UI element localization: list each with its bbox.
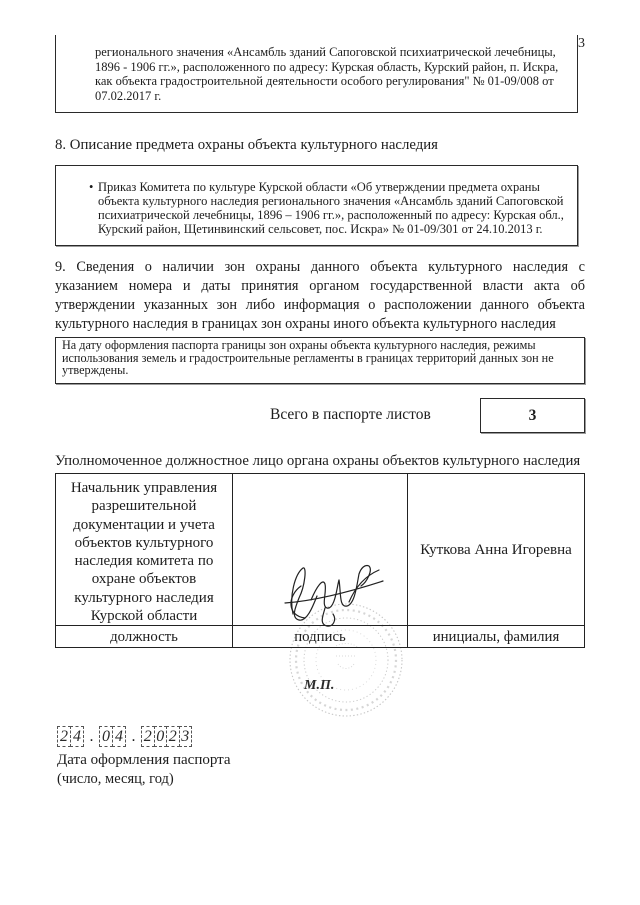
name-column-label: инициалы, фамилия bbox=[408, 626, 585, 648]
page-number: 3 bbox=[578, 36, 585, 51]
text-line: объекта культурного наследия регионального значения «Ансамбль зданий Сапоговской bbox=[98, 194, 564, 208]
date-digit-box: 3 bbox=[179, 726, 193, 747]
position-line: объектов культурного bbox=[74, 534, 214, 551]
position-line: охране объектов bbox=[91, 571, 197, 588]
total-sheets-label: Всего в паспорте листов bbox=[270, 406, 431, 423]
position-line: документации и учета bbox=[73, 516, 215, 533]
section-9-content-box bbox=[55, 337, 585, 384]
text-line: использования земель и градостроительные регламенты в границах территорий данных зон не bbox=[62, 350, 554, 365]
date-digit-box: 2 bbox=[166, 726, 180, 747]
date-digit-box: 0 bbox=[154, 726, 168, 747]
heading-line: культурного наследия в границах зон охраны иного объекта культурного наследия bbox=[55, 316, 556, 332]
date-separator: . bbox=[131, 728, 136, 745]
handwritten-signature bbox=[281, 556, 389, 630]
full-name-cell bbox=[408, 474, 585, 626]
text-line: Приказ Комитета по культуре Курской области «Об утверждении предмета охраны bbox=[98, 180, 540, 194]
position-line: разрешительной bbox=[91, 498, 197, 515]
date-day-group bbox=[57, 726, 84, 747]
passport-date-label: Дата оформления паспорта bbox=[57, 752, 231, 768]
date-digit-box: 2 bbox=[57, 726, 71, 747]
section-8-content-box bbox=[55, 165, 578, 246]
official-full-name: Куткова Анна Игоревна bbox=[420, 541, 572, 558]
section-9-heading bbox=[55, 258, 585, 334]
text-line: На дату оформления паспорта границы зон охраны объекта культурного наследия, режимы bbox=[62, 338, 536, 352]
date-year-group bbox=[141, 726, 192, 747]
text-line: утверждены. bbox=[62, 363, 129, 378]
heading-line: 9. Сведения о наличии зон охраны данного объекта культурного наследия с bbox=[55, 259, 585, 275]
position-line: наследия комитета по bbox=[74, 553, 214, 570]
text-line: психиатрической лечебницы, 1896 – 1906 гг.», расположенный по адресу: Курская обл., bbox=[98, 208, 564, 222]
position-cell bbox=[56, 474, 233, 626]
position-line: культурного наследия bbox=[74, 589, 214, 606]
total-sheets-value: 3 bbox=[480, 398, 585, 433]
date-digit-box: 2 bbox=[141, 726, 155, 747]
passport-date-field bbox=[57, 726, 192, 747]
date-digit-box: 4 bbox=[112, 726, 126, 747]
text-line: как объекта градостроительной деятельности особого регулирования" № 01-09/008 от bbox=[95, 74, 554, 89]
list-item-line bbox=[89, 180, 577, 194]
seal-place-label: М.П. bbox=[304, 678, 335, 693]
position-line: Начальник управления bbox=[70, 480, 218, 496]
signature-column-label: подпись bbox=[233, 626, 408, 648]
date-separator: . bbox=[89, 728, 94, 745]
position-column-label: должность bbox=[56, 626, 233, 648]
text-line: 07.02.2017 г. bbox=[95, 89, 162, 104]
passport-date-hint: (число, месяц, год) bbox=[57, 771, 174, 787]
date-digit-box: 4 bbox=[70, 726, 84, 747]
date-month-group bbox=[99, 726, 126, 747]
heading-line: утверждении указанных зон либо информация о расположении данного объекта bbox=[55, 297, 585, 313]
position-line: Курской области bbox=[90, 608, 198, 625]
text-line: регионального значения «Ансамбль зданий Сапоговской психиатрической лечебницы, bbox=[95, 45, 556, 59]
heading-line: указанием номера и даты принятия органом государственной власти акта об bbox=[55, 278, 585, 294]
text-line: 1896 - 1906 гг.», расположенного по адресу: Курская область, Курский район, п. Искра, bbox=[95, 59, 559, 74]
authorized-official-caption: Уполномоченное должностное лицо органа охраны объектов культурного наследия bbox=[55, 453, 581, 469]
date-digit-box: 0 bbox=[99, 726, 113, 747]
bullet-icon: • bbox=[89, 180, 94, 194]
continued-content-box bbox=[55, 35, 578, 113]
section-8-heading: 8. Описание предмета охраны объекта культурного наследия bbox=[55, 137, 438, 153]
text-line: Курский район, Щетинвинский сельсовет, пос. Искра» № 01-09/301 от 24.10.2013 г. bbox=[98, 222, 543, 236]
